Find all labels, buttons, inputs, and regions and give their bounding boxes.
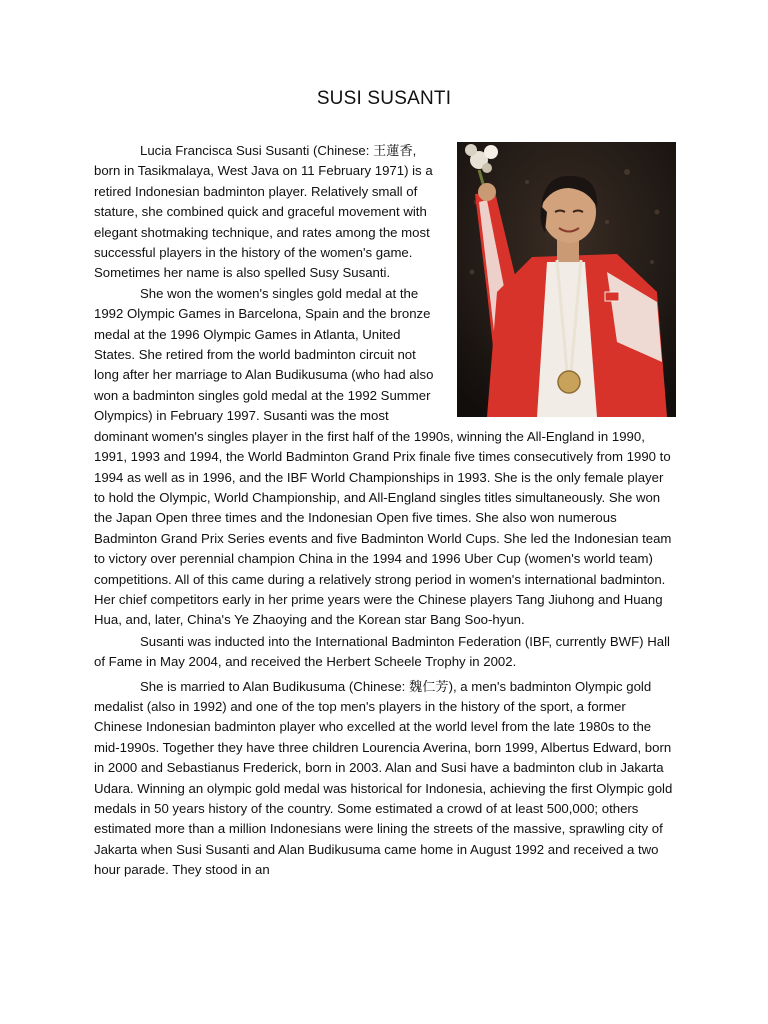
document-title: SUSI SUSANTI — [316, 88, 452, 109]
document-body — [94, 141, 676, 881]
photo-susi-susanti — [457, 142, 676, 417]
paragraph-career: She won the women's singles gold medal at the 1992 Olympic Games in Barcelona, Spain and the bronze medal at the 1996 Olympic Games in Atlanta, United States. She retired from the world badminton circuit not long after her marriage to Alan Budikusuma (who had also won a badminton singles gold medal at the 1992 Summer Olympics) in February 1997. Susanti was the most dominant women's singles player in the first half of the 1990s, winning the All-England in 1990, 1991, 1993 and 1994, the World Badminton Grand Prix finale five times consecutively from 1990 to 1994 as well as in 1996, and the IBF World Championships in 1993. She is the only female player to hold the Olympic, World Championship, and All-England singles titles simultaneously. She won the Japan Open three times and the Indonesian Open five times. She also won numerous Badminton Grand Prix Series events and five Badminton World Cups. She led the Indonesian team to victory over perennial champion China in the 1994 and 1996 Uber Cup (women's world team) competitions. All of this came during a relatively strong period in women's international badminton. Her chief competitors early in her prime years were the Chinese players Tang Jiuhong and Huang Hua, and, later, China's Ye Zhaoying and the Korean star Bang Soo-hyun. — [94, 285, 672, 628]
paragraph-intro: Lucia Francisca Susi Susanti (Chinese: 王蓮香, born in Tasikmalaya, West Java on 11 February 1971) is a retired Indonesian badminton player. Relatively small of stature, she combined quick and graceful movement with elegant shotmaking technique, and rates among the most successful players in the history of the women's game. Sometimes her name is also spelled Susy Susanti. — [94, 143, 433, 281]
paragraph-hall-of-fame: Susanti was inducted into the International Badminton Federation (IBF, currently BWF) Hall of Fame in May 2004, and received the Herbert Scheele Trophy in 2002. — [94, 633, 670, 670]
photo-illustration — [457, 142, 676, 417]
paragraph-personal-life: She is married to Alan Budikusuma (Chinese: 魏仁芳), a men's badminton Olympic gold medalist (also in 1992) and one of the top men's players in the history of the sport, a former Chinese Indonesian badminton player who excelled at the world level from the late 1980s to the mid-1990s. Together they have three children Lourencia Averina, born 1999, Albertus Edward, born in 2000 and Sebastianus Frederick, born in 2003. Alan and Susi have a badminton club in Jakarta Udara. Winning an olympic gold medal was historical for Indonesia, achieving the first Olympic gold medals in 50 years history of the country. Some estimated a crowd of at least 500,000; others estimated more than a million Indonesians were lining the streets of the massive, sprawling city of Jakarta when Susi Susanti and Alan Budikusuma came home in August 1992 and received a two hour parade. They stood in an — [94, 678, 673, 878]
